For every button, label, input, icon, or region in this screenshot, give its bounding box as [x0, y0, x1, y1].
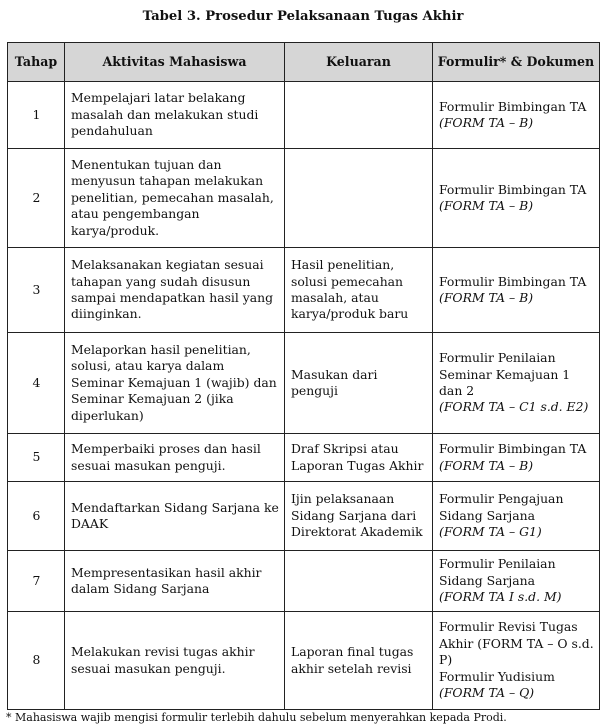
- form-line: (FORM TA I s.d. M): [439, 589, 562, 605]
- form-line: Formulir Bimbingan TA: [439, 98, 587, 114]
- step-number: 8: [8, 612, 65, 710]
- output-cell: Ijin pelaksanaan Sidang Sarjana dari Direktorat Akademik: [285, 482, 433, 551]
- form-line: Formulir Penilaian Sidang Sarjana: [439, 556, 556, 588]
- form-cell: [433, 434, 600, 482]
- header-row: [8, 43, 600, 82]
- form-line: Formulir Pengajuan Sidang Sarjana: [439, 491, 564, 523]
- activity-cell: Memperbaiki proses dan hasil sesuai masukan penguji.: [65, 434, 285, 482]
- output-cell: Laporan final tugas akhir setelah revisi: [285, 612, 433, 710]
- activity-cell: Melakukan revisi tugas akhir sesuai masukan penguji.: [65, 612, 285, 710]
- step-number: 3: [8, 248, 65, 333]
- activity-cell: Melaporkan hasil penelitian, solusi, atau karya dalam Seminar Kemajuan 1 (wajib) dan Seminar Kemajuan 2 (jika diperlukan): [65, 333, 285, 434]
- output-cell: [285, 551, 433, 612]
- form-line: (FORM TA – B): [439, 457, 534, 473]
- header-step: Tahap: [8, 43, 65, 82]
- output-cell: Draf Skripsi atau Laporan Tugas Akhir: [285, 434, 433, 482]
- step-number: 2: [8, 149, 65, 248]
- form-line: (FORM TA – C1 s.d. E2): [439, 399, 589, 415]
- activity-cell: Melaksanakan kegiatan sesuai tahapan yang sudah disusun sampai mendapatkan hasil yang diinginkan.: [65, 248, 285, 333]
- activity-cell: Mendaftarkan Sidang Sarjana ke DAAK: [65, 482, 285, 551]
- form-line: Formulir Revisi Tugas Akhir (FORM TA – O s.d. P): [439, 619, 594, 668]
- form-line: Formulir Yudisium: [439, 668, 555, 684]
- form-cell: [433, 551, 600, 612]
- header-activity: Aktivitas Mahasiswa: [65, 43, 285, 82]
- output-cell: [285, 149, 433, 248]
- footnote: * Mahasiswa wajib mengisi formulir terlebih dahulu sebelum menyerahkan kepada Prodi.: [6, 711, 507, 724]
- form-cell: [433, 333, 600, 434]
- form-line: Formulir Bimbingan TA: [439, 181, 587, 197]
- step-number: 4: [8, 333, 65, 434]
- form-line: (FORM TA – Q): [439, 685, 535, 701]
- step-number: 6: [8, 482, 65, 551]
- output-cell: Hasil penelitian, solusi pemecahan masalah, atau karya/produk baru: [285, 248, 433, 333]
- table-row: [8, 482, 600, 551]
- activity-cell: Mempresentasikan hasil akhir dalam Sidang Sarjana: [65, 551, 285, 612]
- activity-cell: Menentukan tujuan dan menyusun tahapan melakukan penelitian, pemecahan masalah, atau pengembangan karya/produk.: [65, 149, 285, 248]
- step-number: 5: [8, 434, 65, 482]
- form-line: (FORM TA – B): [439, 198, 534, 213]
- form-line: (FORM TA – B): [439, 115, 534, 130]
- table-row: [8, 248, 600, 333]
- form-cell: [433, 248, 600, 333]
- form-line: Formulir Bimbingan TA: [439, 441, 587, 457]
- form-line: Formulir Penilaian Seminar Kemajuan 1 dan 2: [439, 350, 571, 398]
- output-cell: Masukan dari penguji: [285, 333, 433, 434]
- table-row: [8, 82, 600, 149]
- activity-cell: Mempelajari latar belakang masalah dan melakukan studi pendahuluan: [65, 82, 285, 149]
- step-number: 1: [8, 82, 65, 149]
- table-row: [8, 333, 600, 434]
- procedure-table: [7, 42, 600, 710]
- form-line: Formulir Bimbingan TA: [439, 273, 587, 289]
- form-cell: [433, 149, 600, 248]
- form-cell: [433, 82, 600, 149]
- form-cell: [433, 612, 600, 710]
- form-line: (FORM TA – G1): [439, 524, 542, 540]
- header-output: Keluaran: [285, 43, 433, 82]
- table-row: [8, 434, 600, 482]
- table-row: [8, 612, 600, 710]
- step-number: 7: [8, 551, 65, 612]
- form-line: (FORM TA – B): [439, 290, 534, 305]
- form-cell: [433, 482, 600, 551]
- header-form: Formulir* & Dokumen: [433, 43, 600, 82]
- table-row: [8, 149, 600, 248]
- table-row: [8, 551, 600, 612]
- table-title: Tabel 3. Prosedur Pelaksanaan Tugas Akhir: [142, 9, 464, 24]
- output-cell: [285, 82, 433, 149]
